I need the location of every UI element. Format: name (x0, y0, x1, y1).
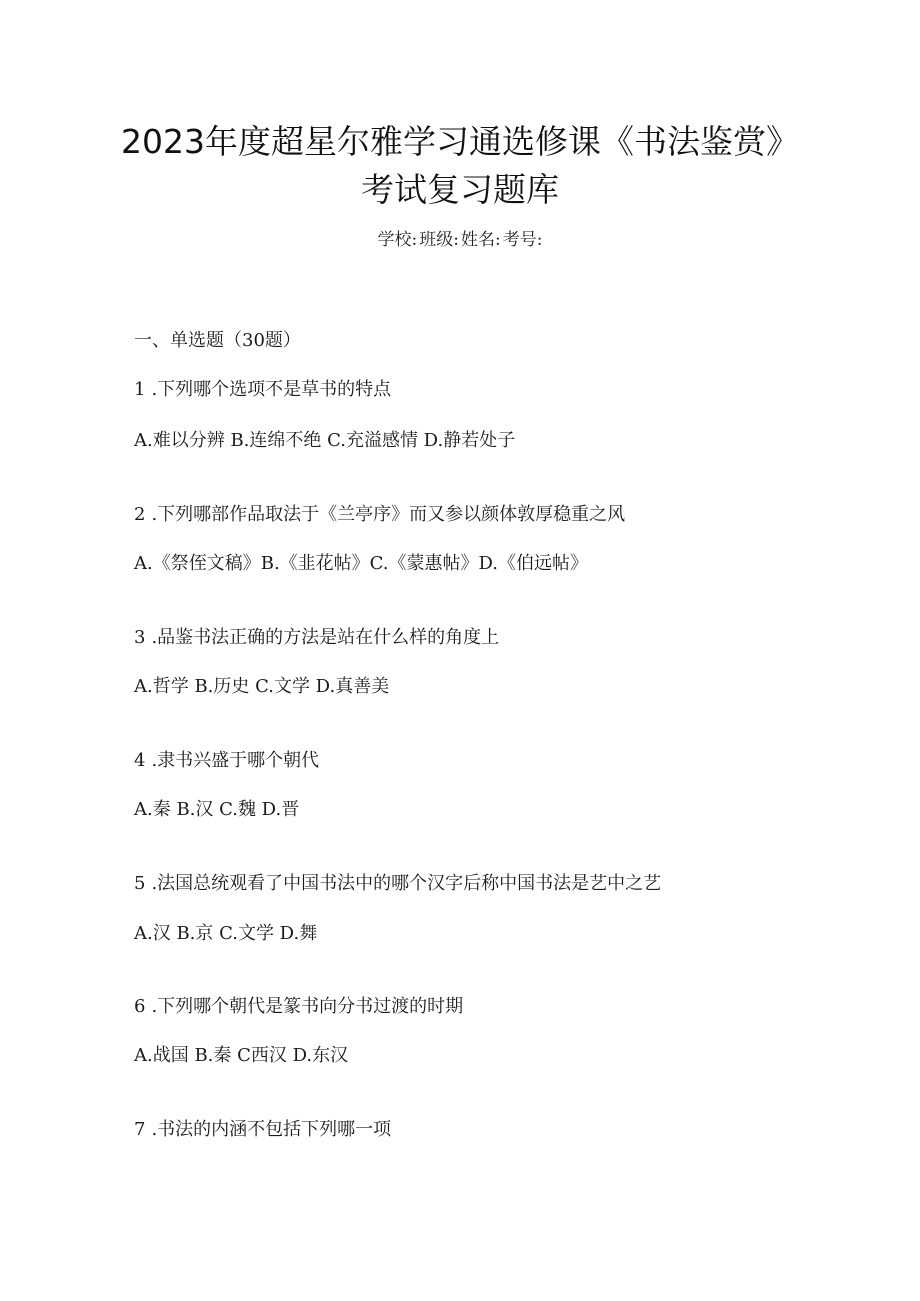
question-text: .下列哪部作品取法于《兰亭序》而又参以颜体敦厚稳重之风 (151, 504, 626, 525)
question-4 (134, 748, 319, 774)
question-number: 7 (134, 1119, 146, 1140)
question-3 (134, 625, 499, 651)
question-5 (134, 871, 661, 897)
question-4-options: A.秦 B.汉 C.魏 D.晋 (134, 799, 300, 820)
question-text: .品鉴书法正确的方法是站在什么样的角度上 (151, 627, 500, 648)
school-label: 学校: (377, 230, 418, 250)
question-text: .下列哪个朝代是篆书向分书过渡的时期 (151, 996, 464, 1017)
question-text: .书法的内涵不包括下列哪一项 (151, 1119, 392, 1140)
name-label: 姓名: (461, 230, 501, 250)
class-label: 班级: (419, 230, 459, 250)
question-1 (134, 377, 391, 403)
document-title-line1: 2023年度超星尔雅学习通选修课《书法鉴赏》 (121, 122, 799, 161)
question-text: .下列哪个选项不是草书的特点 (151, 379, 392, 400)
document-title-line2: 考试复习题库 (361, 170, 559, 209)
question-number: 2 (134, 504, 146, 525)
question-6 (134, 994, 463, 1020)
question-text: .隶书兴盛于哪个朝代 (151, 750, 320, 771)
question-2-options: A.《祭侄文稿》B.《韭花帖》C.《蒙惠帖》D.《伯远帖》 (134, 553, 589, 574)
question-text: .法国总统观看了中国书法中的哪个汉字后称中国书法是艺中之艺 (151, 873, 662, 894)
question-2 (134, 502, 625, 528)
question-number: 6 (134, 996, 146, 1017)
question-number: 4 (134, 750, 146, 771)
question-5-options: A.汉 B.京 C.文学 D.舞 (134, 923, 318, 944)
student-info-line (0, 228, 920, 252)
question-1-options: A.难以分辨 B.连绵不绝 C.充溢感情 D.静若处子 (134, 430, 516, 451)
question-3-options: A.哲学 B.历史 C.文学 D.真善美 (134, 676, 390, 697)
question-6-options: A.战国 B.秦 C西汉 D.东汉 (134, 1045, 349, 1066)
question-7 (134, 1117, 391, 1143)
question-number: 5 (134, 873, 146, 894)
section-heading: 一、单选题（30题） (134, 330, 301, 351)
exam-number-label: 考号: (502, 230, 543, 250)
question-number: 1 (134, 379, 146, 400)
question-number: 3 (134, 627, 146, 648)
